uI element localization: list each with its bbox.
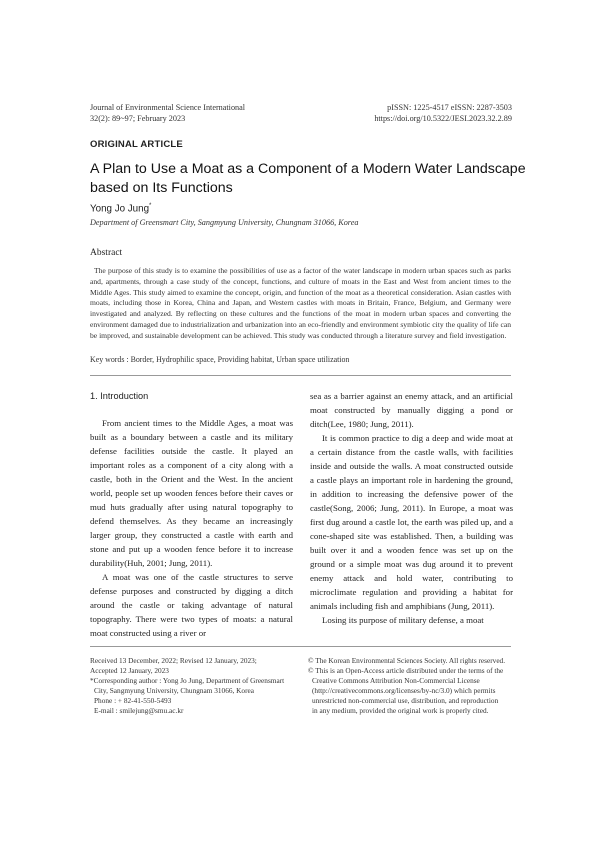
affiliation: Department of Greensmart City, Sangmyung University, Chungnam 31066, Korea	[90, 218, 359, 227]
footer-line: Creative Commons Attribution Non-Commercial License	[312, 676, 480, 685]
keywords	[90, 355, 511, 364]
footer-line: Phone : + 82-41-550-5493	[94, 696, 172, 705]
footer-line: City, Sangmyung University, Chungnam 31066, Korea	[94, 686, 254, 695]
journal-name: Journal of Environmental Science International	[90, 103, 246, 112]
abstract-paragraph: The purpose of this study is to examine the possibilities of use as a factor of the water landscape in modern urban spaces such as parks and, apartments, through a case study of the concept, functions, and culture of moats in the East and West from ancient times to the Middle Ages. This study aimed to examine the concept, origin, and function of the moat as a theoretical consideration. Asian castles with moats, including those in Korea, China and Japan, and Western castles with moats in Britain, France, Belgium, and Germany were investigated and analyzed. By reflecting on these cultures and the functions of the moat in modern urban spaces and converting the environment damaged due to industrialization and urbanization into an eco-friendly and environment symbiotic city the quality of life can be improved, and sustainable development can be achieved. This study was conducted through a literature survey and field investigation.	[90, 266, 511, 340]
footer-line[interactable]: E-mail : smilejung@smu.ac.kr	[94, 706, 184, 715]
footer-line: Accepted 12 January, 2023	[90, 666, 169, 675]
body-paragraph: Losing its purpose of military defense, a moat	[322, 615, 484, 625]
body-paragraph: It is common practice to dig a deep and wide moat at a certain distance from the castle walls, with facilities inside and outside the walls. A moat constructed outside a castle plays an important role in hardening the ground, in addition to increasing the defensive power of the castle(Song, 2006; Jung, 2011). In Europe, a moat was first dug around a castle lot, the earth was piled up, and a cone-shaped site was established. Then, a building was built over it and a wooden fence was set up on the ground or a simple moat was dug around it to prevent enemy attack and hold water, contributing to microclimate regulation and providing a habitat for animals including fish and amphibians (Jung, 2011).	[310, 433, 513, 611]
section-heading: 1. Introduction	[90, 391, 149, 401]
keywords-label: Key words :	[90, 355, 129, 364]
paper-title: A Plan to Use a Moat as a Component of a Modern Water Landscape based on Its Functions	[90, 161, 526, 196]
body-column-left	[90, 416, 293, 640]
body-paragraph: sea as a barrier against an enemy attack, and an artificial moat constructed by manually digging a pond or ditch(Lee, 1980; Jung, 2011).	[310, 391, 513, 429]
footer-line: unrestricted non-commercial use, distribution, and reproduction	[312, 696, 499, 705]
journal-header-left	[90, 102, 245, 124]
footer-line: © The Korean Environmental Sciences Society. All rights reserved.	[308, 656, 506, 665]
journal-issn: pISSN: 1225-4517 eISSN: 2287-3503	[387, 103, 512, 112]
body-paragraph: From ancient times to the Middle Ages, a moat was built as a boundary between a castle and its military defense facilities outside the castle. It played an important roles as a component of a city along with a castle, both in the Orient and the West. In the ancient world, people set up wooden fences before their caves or mud huts gradually after using natural topography to defend themselves. As they became an increasingly larger group, they constructed a castle with earth and stone and put up a wooden fence before it to increase durability(Huh, 2001; Jung, 2011).	[90, 418, 293, 568]
abstract-heading: Abstract	[90, 248, 123, 258]
footer-left	[90, 656, 290, 716]
footer-line[interactable]: (http://creativecommons.org/licenses/by-nc/3.0) which permits	[312, 686, 496, 695]
section-divider	[90, 375, 511, 376]
body-paragraph: A moat was one of the castle structures to serve defense purposes and constructed by digging a ditch around the castle or taking advantage of natural topography. There were two types of moats: a natural moat constructed using a river or	[90, 572, 293, 638]
keywords-text: Border, Hydrophilic space, Providing habitat, Urban space utilization	[130, 355, 350, 364]
abstract-text	[90, 266, 511, 342]
journal-volume: 32(2): 89~97; February 2023	[90, 114, 186, 123]
author-name: Yong Jo Jung	[90, 203, 150, 215]
author	[90, 203, 151, 214]
footer-divider	[90, 646, 511, 647]
footer-line: Received 13 December, 2022; Revised 12 January, 2023;	[90, 656, 257, 665]
footer-right	[308, 656, 513, 716]
footer-line: in any medium, provided the original work is properly cited.	[312, 706, 489, 715]
footer-line: © This is an Open-Access article distributed under the terms of the	[308, 666, 504, 675]
footer-line: *Corresponding author : Yong Jo Jung, Department of Greensmart	[90, 676, 285, 685]
article-type: ORIGINAL ARTICLE	[90, 139, 183, 150]
journal-doi[interactable]: https://doi.org/10.5322/JESI.2023.32.2.89	[374, 114, 512, 123]
journal-header-right	[374, 102, 512, 124]
corresponding-mark: *	[149, 203, 152, 209]
body-column-right	[310, 389, 513, 627]
